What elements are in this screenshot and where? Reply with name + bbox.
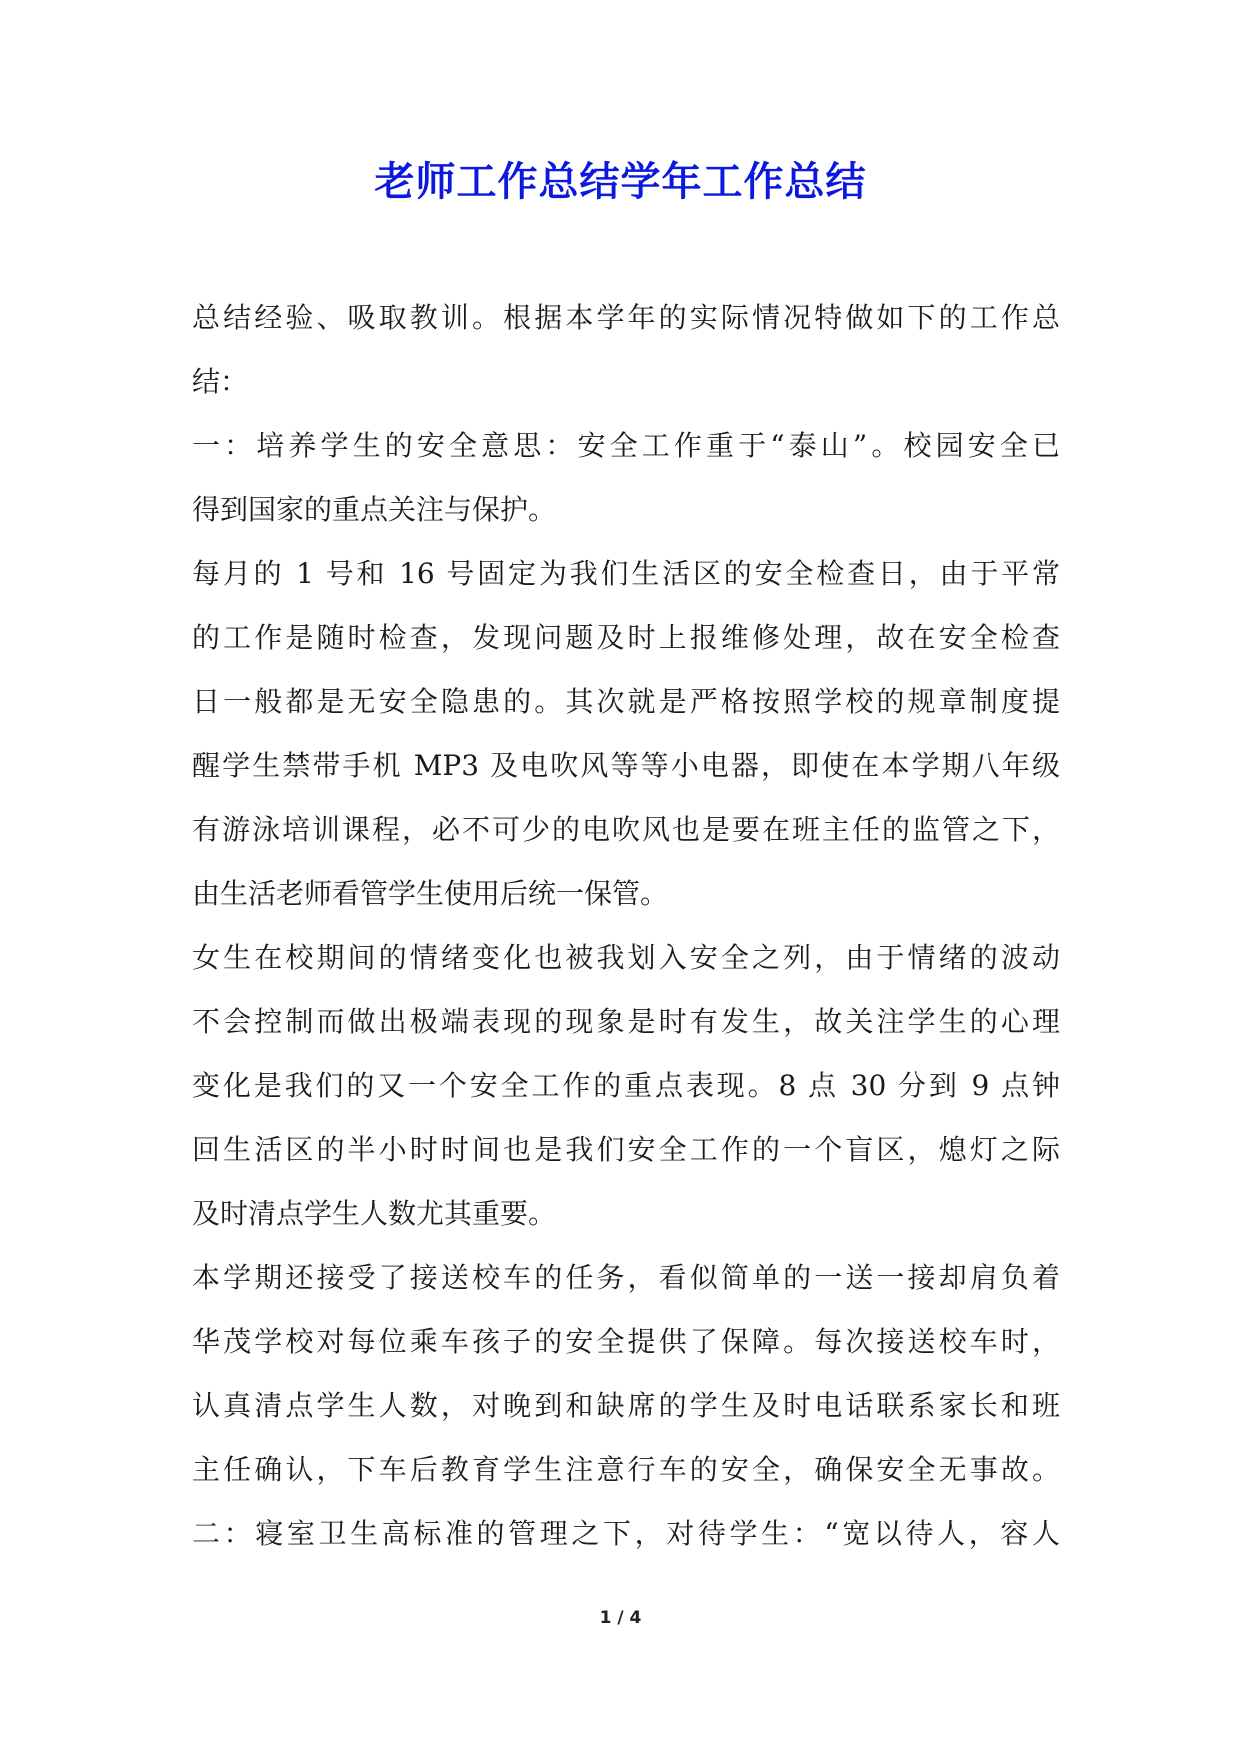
body-line: 回生活区的半小时时间也是我们安全工作的一个盲区，熄灯之际: [192, 1133, 1060, 1166]
body-line: 主任确认，下车后教育学生注意行车的安全，确保安全无事故。: [192, 1453, 1060, 1486]
body-line: 由生活老师看管学生使用后统一保管。: [192, 877, 669, 910]
body-line: 的工作是随时检查，发现问题及时上报维修处理，故在安全检查: [192, 621, 1060, 654]
body-line: 每月的 1 号和 16 号固定为我们生活区的安全检查日，由于平常: [192, 557, 1060, 590]
body-line: 结：: [192, 365, 249, 398]
body-line: 日一般都是无安全隐患的。其次就是严格按照学校的规章制度提: [192, 685, 1060, 718]
body-line: 本学期还接受了接送校车的任务，看似简单的一送一接却肩负着: [192, 1261, 1060, 1294]
body-line: 变化是我们的又一个安全工作的重点表现。8 点 30 分到 9 点钟: [192, 1069, 1060, 1102]
body-line: 有游泳培训课程，必不可少的电吹风也是要在班主任的监管之下，: [192, 813, 1060, 846]
document-title: 老师工作总结学年工作总结: [374, 159, 867, 205]
body-line: 及时清点学生人数尤其重要。: [192, 1197, 557, 1230]
body-line: 醒学生禁带手机 MP3 及电吹风等等小电器，即使在本学期八年级: [192, 749, 1060, 782]
body-line: 总结经验、吸取教训。根据本学年的实际情况特做如下的工作总: [192, 301, 1060, 334]
body-line: 不会控制而做出极端表现的现象是时有发生，故关注学生的心理: [192, 1005, 1060, 1038]
document-body: [192, 286, 1060, 1566]
body-line: 认真清点学生人数，对晚到和缺席的学生及时电话联系家长和班: [192, 1389, 1060, 1422]
body-line: 二：寝室卫生高标准的管理之下，对待学生：“宽以待人，容人: [192, 1517, 1060, 1550]
body-line: 华茂学校对每位乘车孩子的安全提供了保障。每次接送校车时，: [192, 1325, 1060, 1358]
body-line: 一：培养学生的安全意思：安全工作重于“泰山”。校园安全已: [192, 429, 1060, 462]
page-number: 1 / 4: [599, 1608, 642, 1628]
body-line: 女生在校期间的情绪变化也被我划入安全之列，由于情绪的波动: [192, 941, 1060, 974]
body-line: 得到国家的重点关注与保护。: [192, 493, 557, 526]
